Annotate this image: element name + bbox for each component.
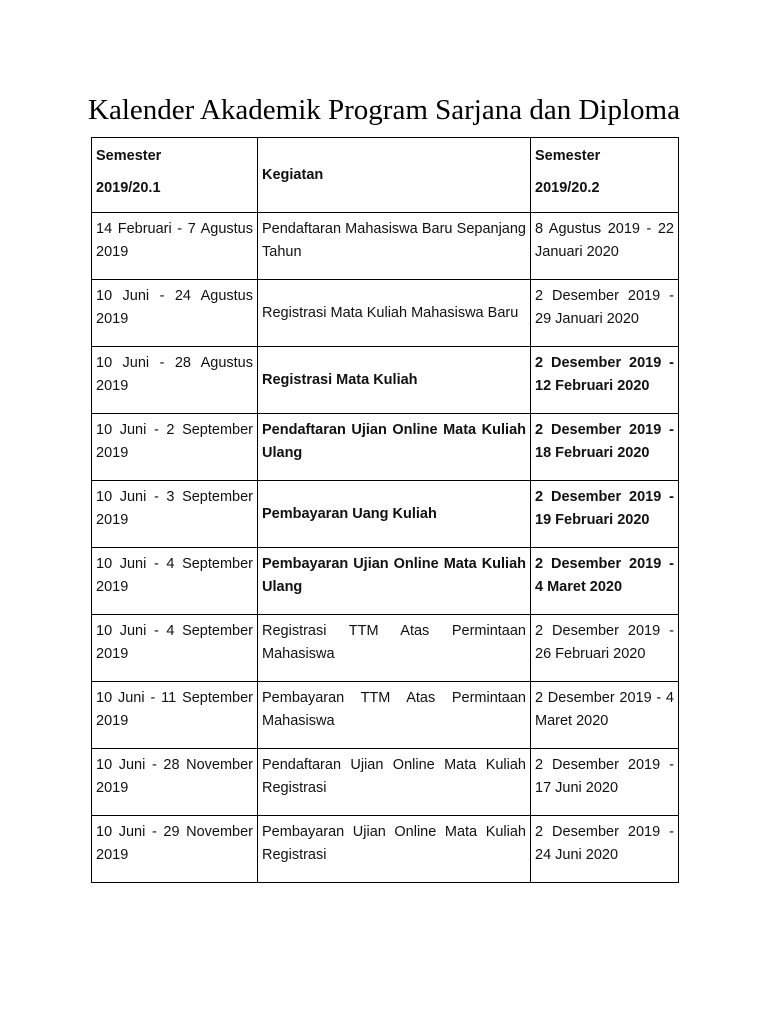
table-row <box>92 280 679 347</box>
table-row <box>92 749 679 816</box>
table-row <box>92 414 679 481</box>
cell-kegiatan: Pendaftaran Mahasiswa Baru Sepanjang Tahun <box>258 213 531 280</box>
cell-semester-2: 2 Desember 2019 - 18 Februari 2020 <box>531 414 679 481</box>
cell-kegiatan: Registrasi Mata Kuliah <box>258 347 531 414</box>
cell-semester-2: 2 Desember 2019 - 29 Januari 2020 <box>531 280 679 347</box>
cell-kegiatan: Pendaftaran Ujian Online Mata Kuliah Registrasi <box>258 749 531 816</box>
table-row <box>92 548 679 615</box>
academic-calendar-table <box>91 137 679 883</box>
cell-semester-2: 8 Agustus 2019 - 22 Januari 2020 <box>531 213 679 280</box>
table-row <box>92 347 679 414</box>
cell-semester-2: 2 Desember 2019 - 4 Maret 2020 <box>531 548 679 615</box>
header-semester-1 <box>92 138 258 213</box>
cell-semester-2: 2 Desember 2019 - 26 Februari 2020 <box>531 615 679 682</box>
cell-semester-1: 10 Juni - 28 Agustus 2019 <box>92 347 258 414</box>
cell-semester-1: 10 Juni - 11 September 2019 <box>92 682 258 749</box>
cell-kegiatan: Pembayaran Ujian Online Mata Kuliah Registrasi <box>258 816 531 883</box>
page-title: Kalender Akademik Program Sarjana dan Diploma <box>88 94 680 126</box>
cell-semester-2: 2 Desember 2019 - 24 Juni 2020 <box>531 816 679 883</box>
header-semester-1-label: Semester <box>96 148 162 164</box>
cell-kegiatan: Registrasi TTM Atas Permintaan Mahasiswa <box>258 615 531 682</box>
table-row <box>92 481 679 548</box>
cell-semester-1: 10 Juni - 4 September 2019 <box>92 548 258 615</box>
table-header-row <box>92 138 679 213</box>
cell-semester-2: 2 Desember 2019 - 4 Maret 2020 <box>531 682 679 749</box>
cell-semester-2: 2 Desember 2019 - 12 Februari 2020 <box>531 347 679 414</box>
cell-kegiatan: Pembayaran Ujian Online Mata Kuliah Ulang <box>258 548 531 615</box>
cell-semester-1: 10 Juni - 28 November 2019 <box>92 749 258 816</box>
cell-semester-1: 10 Juni - 29 November 2019 <box>92 816 258 883</box>
cell-kegiatan: Registrasi Mata Kuliah Mahasiswa Baru <box>258 280 531 347</box>
header-semester-2 <box>531 138 679 213</box>
header-semester-2-label: Semester <box>535 148 601 164</box>
cell-semester-1: 10 Juni - 24 Agustus 2019 <box>92 280 258 347</box>
cell-kegiatan: Pembayaran TTM Atas Permintaan Mahasiswa <box>258 682 531 749</box>
table-row <box>92 615 679 682</box>
header-kegiatan: Kegiatan <box>258 138 531 213</box>
header-semester-2-period: 2019/20.2 <box>535 180 600 196</box>
table-row <box>92 816 679 883</box>
cell-kegiatan: Pendaftaran Ujian Online Mata Kuliah Ulang <box>258 414 531 481</box>
table-row <box>92 213 679 280</box>
header-semester-1-period: 2019/20.1 <box>96 180 161 196</box>
cell-semester-1: 10 Juni - 4 September 2019 <box>92 615 258 682</box>
cell-semester-1: 14 Februari - 7 Agustus 2019 <box>92 213 258 280</box>
cell-semester-1: 10 Juni - 3 September 2019 <box>92 481 258 548</box>
cell-semester-2: 2 Desember 2019 - 17 Juni 2020 <box>531 749 679 816</box>
cell-kegiatan: Pembayaran Uang Kuliah <box>258 481 531 548</box>
cell-semester-1: 10 Juni - 2 September 2019 <box>92 414 258 481</box>
table-row <box>92 682 679 749</box>
cell-semester-2: 2 Desember 2019 - 19 Februari 2020 <box>531 481 679 548</box>
